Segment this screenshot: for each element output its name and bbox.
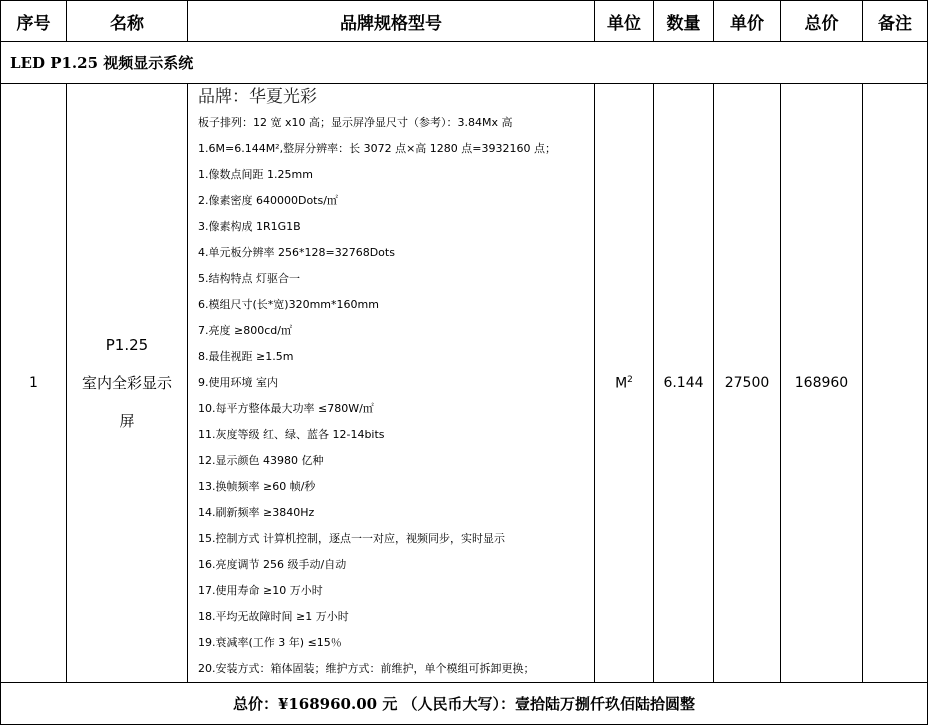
spec-line: 17.使用寿命 ≥10 万小时 bbox=[198, 584, 323, 597]
spec-line: 10.每平方整体最大功率 ≤780W/㎡ bbox=[198, 402, 374, 415]
header-unit: 单位 bbox=[595, 1, 654, 42]
item-unit bbox=[595, 84, 654, 683]
spec-list bbox=[198, 110, 590, 682]
header-price: 单价 bbox=[714, 1, 781, 42]
header-qty: 数量 bbox=[654, 1, 714, 42]
spec-line: 8.最佳视距 ≥1.5m bbox=[198, 350, 294, 363]
item-name-line: 屏 bbox=[119, 412, 135, 430]
spec-line: 2.像素密度 640000Dots/㎡ bbox=[198, 194, 338, 207]
spec-line: 7.亮度 ≥800cd/㎡ bbox=[198, 324, 292, 337]
spec-line: 13.换帧频率 ≥60 帧/秒 bbox=[198, 480, 316, 493]
item-note bbox=[863, 84, 928, 683]
spec-line: 5.结构特点 灯驱合一 bbox=[198, 272, 300, 285]
total-text: 总价：¥168960.00 元 （人民币大写）：壹拾陆万捌仟玖佰陆拾圆整 bbox=[1, 683, 928, 725]
item-brand: 品牌：华夏光彩 bbox=[198, 87, 317, 107]
item-price: 27500 bbox=[714, 84, 781, 683]
header-seq: 序号 bbox=[1, 1, 67, 42]
spec-line: 4.单元板分辨率 256*128=32768Dots bbox=[198, 246, 395, 259]
item-name-line: P1.25 bbox=[105, 336, 149, 354]
spec-line: 11.灰度等级 红、绿、蓝各 12-14bits bbox=[198, 428, 385, 441]
section-title: LED P1.25 视频显示系统 bbox=[1, 42, 928, 84]
item-name-line: 室内全彩显示 bbox=[81, 374, 172, 392]
spec-line: 9.使用环境 室内 bbox=[198, 376, 278, 389]
spec-line: 1.像数点间距 1.25mm bbox=[198, 168, 313, 181]
item-seq: 1 bbox=[1, 84, 67, 683]
item-qty: 6.144 bbox=[654, 84, 714, 683]
spec-line: 19.衰减率(工作 3 年) ≤15％ bbox=[198, 636, 342, 649]
item-total: 168960 bbox=[781, 84, 863, 683]
item-unit-sup: 2 bbox=[627, 374, 633, 385]
item-name bbox=[67, 84, 188, 683]
spec-line: 板子排列：12 宽 x10 高；显示屏净显尺寸（参考）：3.84Mx 高 bbox=[198, 116, 513, 129]
header-name: 名称 bbox=[67, 1, 188, 42]
header-spec: 品牌规格型号 bbox=[188, 1, 595, 42]
spec-line: 16.亮度调节 256 级手动/自动 bbox=[198, 558, 347, 571]
spec-line: 1.6M=6.144M²,整屏分辨率：长 3072 点×高 1280 点=3932160 点； bbox=[198, 142, 556, 155]
item-row bbox=[1, 84, 928, 683]
item-unit-text: M bbox=[615, 375, 628, 392]
section-row bbox=[1, 42, 928, 84]
header-total: 总价 bbox=[781, 1, 863, 42]
item-spec bbox=[188, 84, 595, 683]
header-note: 备注 bbox=[863, 1, 928, 42]
spec-line: 12.显示颜色 43980 亿种 bbox=[198, 454, 324, 467]
spec-line: 20.安装方式：箱体固装；维护方式：前维护，单个模组可拆卸更换； bbox=[198, 662, 535, 675]
spec-line: 15.控制方式 计算机控制，逐点一一对应，视频同步，实时显示 bbox=[198, 532, 505, 545]
spec-line: 18.平均无故障时间 ≥1 万小时 bbox=[198, 610, 349, 623]
spec-line: 3.像素构成 1R1G1B bbox=[198, 220, 301, 233]
header-row bbox=[1, 1, 928, 42]
total-row bbox=[1, 683, 928, 725]
spec-line: 14.刷新频率 ≥3840Hz bbox=[198, 506, 315, 519]
spec-line: 6.模组尺寸(长*宽)320mm*160mm bbox=[198, 298, 379, 311]
